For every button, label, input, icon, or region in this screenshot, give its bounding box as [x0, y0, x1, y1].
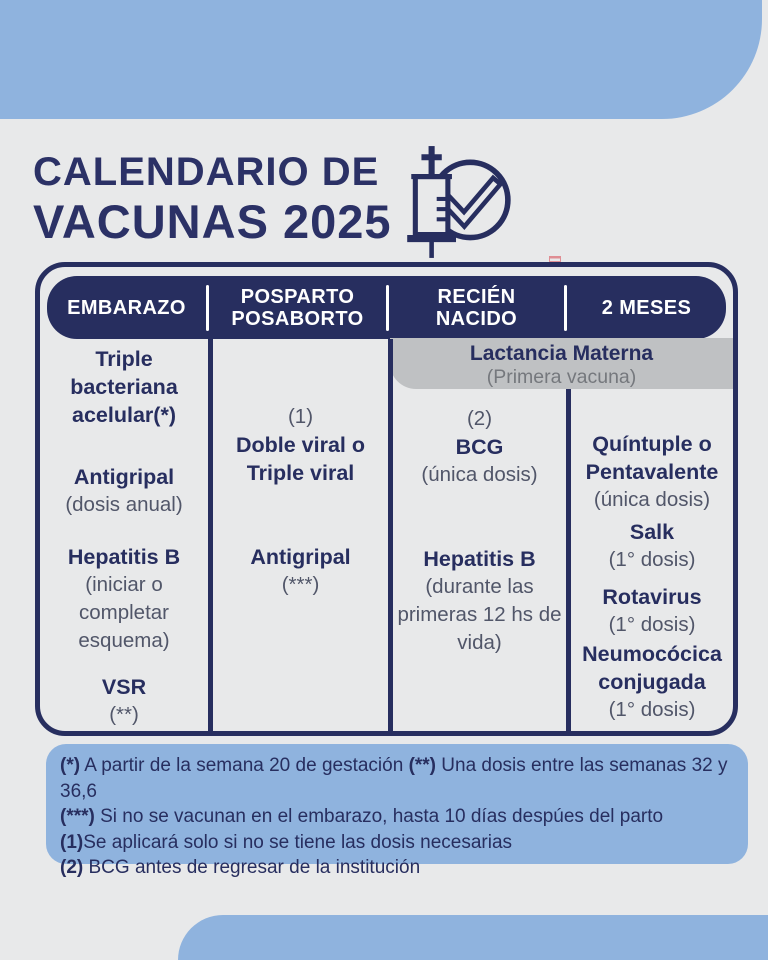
vaccine-entry	[42, 345, 206, 429]
column-2-meses	[571, 267, 733, 731]
header-label: EMBARAZO	[67, 296, 186, 319]
title-line-1: CALENDARIO DE	[33, 150, 380, 194]
header-label: RECIÉN	[437, 285, 516, 308]
footnotes-box	[46, 744, 748, 878]
footnote-text: Se aplicará solo si no se tiene las dosis necesarias	[83, 831, 513, 853]
vaccine-name: Salk	[629, 520, 675, 544]
vaccine-entry	[215, 543, 386, 599]
column-posparto	[215, 267, 386, 731]
footnote-text: BCG antes de regresar de la institución	[83, 857, 421, 878]
vaccine-name: Quíntuple o Pentavalente	[585, 432, 719, 484]
vaccine-entry	[571, 518, 733, 574]
footnote-text: Una dosis entre las semanas 32 y 36,6	[60, 755, 728, 802]
vaccine-entry	[42, 543, 206, 655]
footnote-text: A partir de la semana 20 de gestación	[80, 755, 409, 776]
vaccine-table	[35, 262, 738, 736]
vaccine-name: VSR	[101, 675, 147, 699]
vaccine-entry	[215, 403, 386, 487]
column-embarazo	[42, 267, 206, 731]
vaccine-note: (1° dosis)	[608, 698, 696, 721]
header-label: 2 MESES	[601, 296, 692, 319]
footnote-line-2	[60, 804, 734, 830]
footnote-marker: (2)	[60, 857, 84, 878]
vaccine-note: (única dosis)	[421, 463, 538, 486]
vaccine-name: Antigripal	[250, 545, 351, 569]
vaccine-entry	[571, 640, 733, 724]
footnote-marker: (*)	[60, 755, 81, 776]
vaccine-note: (durante las primeras 12 hs de vida)	[397, 575, 562, 654]
banner-subtitle: (Primera vacuna)	[486, 366, 637, 388]
vaccine-note: (dosis anual)	[65, 493, 183, 516]
title-line-2: VACUNAS 2025	[33, 194, 392, 248]
vaccine-entry	[42, 463, 206, 519]
top-blue-band	[0, 0, 762, 119]
syringe-checkmark-icon	[398, 142, 512, 262]
vaccine-entry	[395, 405, 564, 489]
vaccine-ref-number: (2)	[466, 407, 493, 430]
footnote-marker: (1)	[60, 831, 84, 853]
vaccine-name: Triple bacteriana acelular(*)	[70, 347, 178, 427]
vaccine-name: Rotavirus	[602, 585, 702, 609]
vaccine-name: BCG	[455, 435, 504, 459]
vaccine-note: (**)	[109, 703, 139, 726]
footnote-marker: (***)	[60, 806, 95, 827]
footnote-line-4	[60, 855, 734, 881]
vaccine-entry	[395, 545, 564, 657]
vaccine-name: Neumocócica conjugada	[582, 642, 722, 694]
header-label: POSABORTO	[231, 307, 364, 330]
vaccine-entry	[571, 430, 733, 514]
vaccine-ref-number: (1)	[287, 405, 314, 428]
vaccine-note: (iniciar o completar esquema)	[78, 573, 170, 652]
footnote-text: Si no se vacunan en el embarazo, hasta 10 días despúes del parto	[94, 806, 664, 827]
footnote-line-3	[60, 830, 734, 856]
bottom-blue-band	[178, 915, 768, 960]
column-divider	[388, 339, 393, 731]
header-label: POSPARTO	[240, 285, 355, 308]
vaccine-name: Hepatitis B	[67, 545, 181, 569]
vaccine-note: (1° dosis)	[608, 548, 696, 571]
vaccine-note: (1° dosis)	[608, 613, 696, 636]
vaccine-name: Antigripal	[73, 465, 175, 489]
footnote-marker: (**)	[408, 755, 437, 776]
vaccine-note: (***)	[281, 573, 320, 596]
vaccine-name: Doble viral o Triple viral	[235, 433, 366, 485]
column-recien-nacido	[395, 267, 564, 731]
vaccine-note: (única dosis)	[593, 488, 711, 511]
footnote-line-1	[60, 753, 734, 804]
vaccine-entry	[571, 583, 733, 639]
banner-title: Lactancia Materna	[469, 342, 654, 365]
column-divider	[208, 339, 213, 731]
page-title	[33, 150, 392, 248]
vaccine-entry	[42, 673, 206, 729]
header-label: NACIDO	[435, 307, 518, 330]
vaccine-name: Hepatitis B	[423, 547, 536, 571]
